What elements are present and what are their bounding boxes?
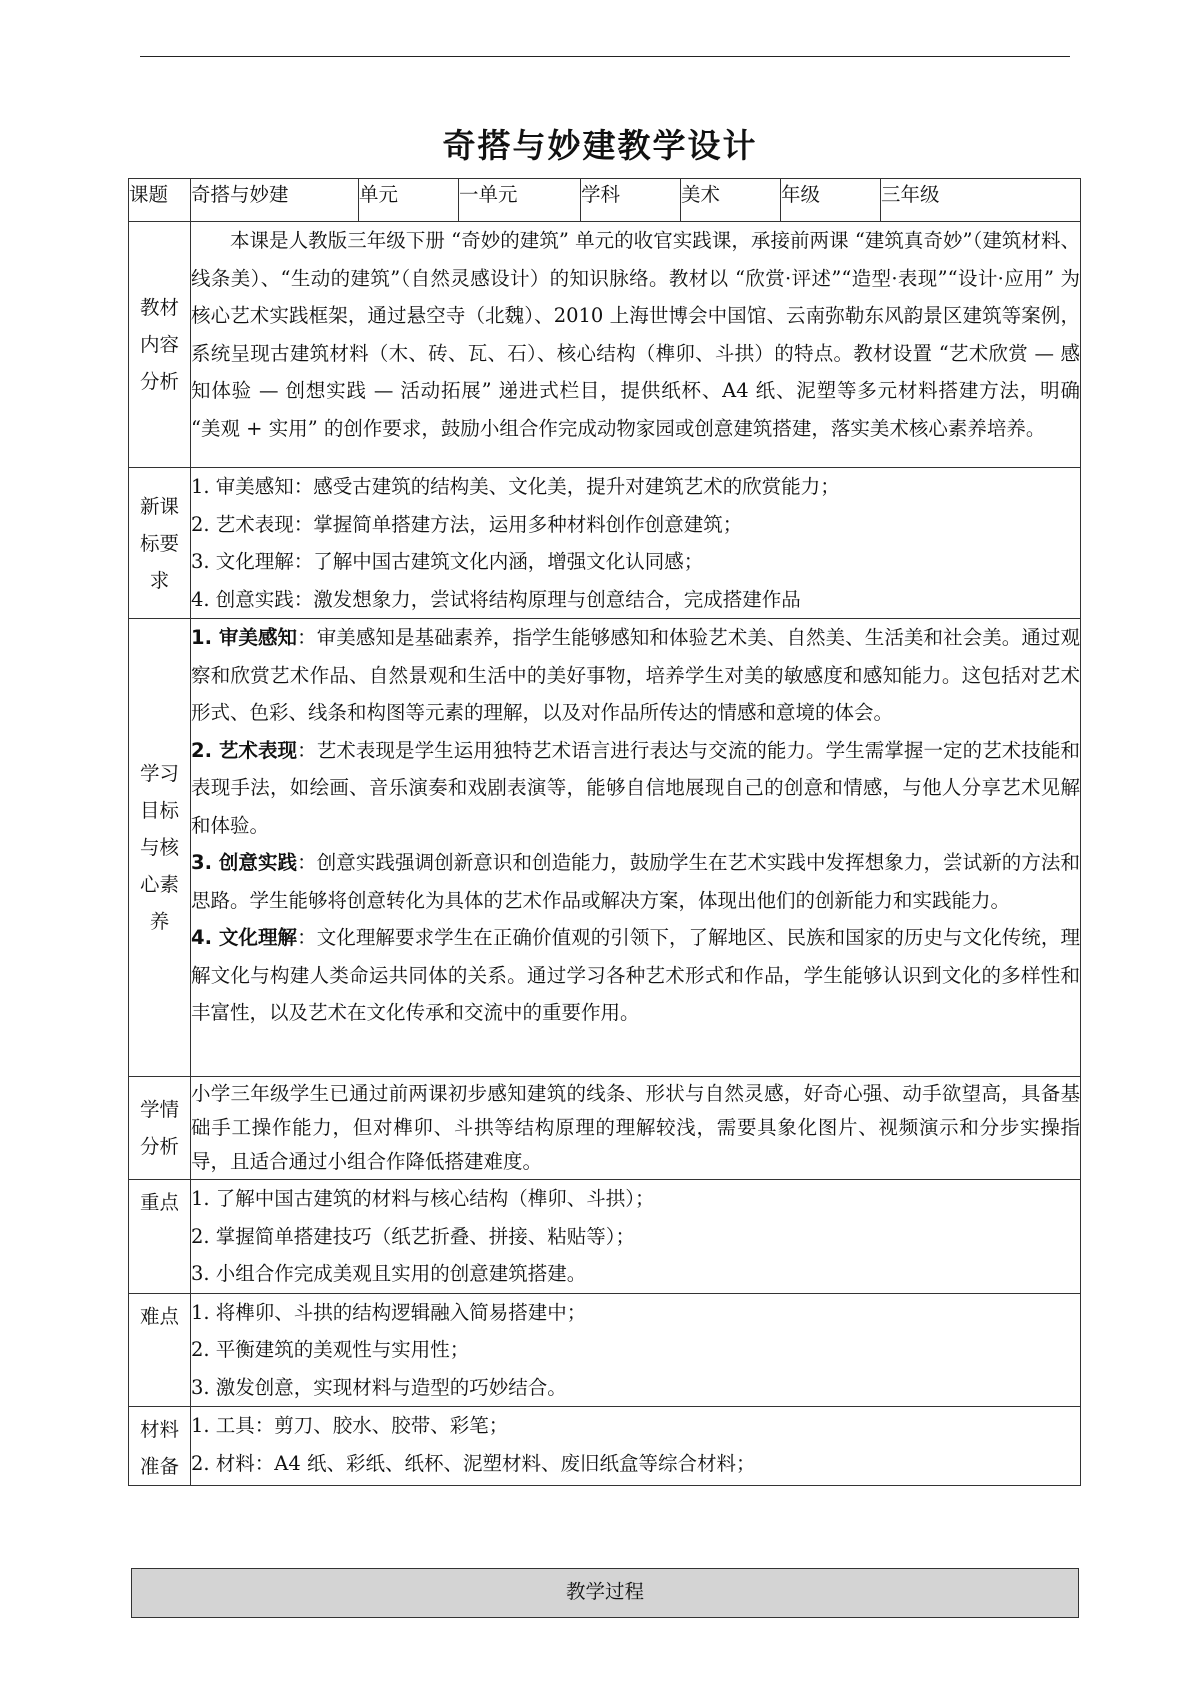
goal-item: [191, 844, 1080, 919]
goal-title: 3. 创意实践: [191, 851, 298, 874]
lesson-plan-table: [128, 178, 1081, 1486]
header-row: [129, 179, 1081, 222]
goal-sep: ：: [297, 851, 317, 874]
key-point-item: 1. 了解中国古建筑的材料与核心结构（榫卯、斗拱）；: [191, 1187, 655, 1210]
goal-sep: ：: [297, 926, 317, 949]
goals-content: [191, 619, 1081, 1077]
standards-item: 1. 审美感知：感受古建筑的结构美、文化美，提升对建筑艺术的欣赏能力；: [191, 475, 840, 498]
goal-sep: ：: [297, 738, 317, 762]
analysis-row: [129, 222, 1081, 468]
standards-label-text: 新课 标要 求: [139, 494, 179, 592]
goal-title: 2. 艺术表现: [191, 738, 298, 762]
material-item: 1. 工具：剪刀、胶水、胶带、彩笔；: [191, 1414, 509, 1437]
difficulty-item: 2. 平衡建筑的美观性与实用性；: [191, 1338, 470, 1361]
standards-content: [191, 468, 1081, 619]
standards-label: [129, 468, 191, 619]
goal-item: [191, 732, 1080, 845]
goal-item: [191, 919, 1080, 1032]
goal-text: 审美感知是基础素养，指学生能够感知和体验艺术美、自然美、生活美和社会美。通过观察和欣赏艺术作品、自然景观和生活中的美好事物，培养学生对美的敏感度和感知能力。这包括对艺术形式、色彩、线条和构图等元素的理解，以及对作品所传达的情感和意境的体会。: [191, 626, 1080, 724]
key-points-row: [129, 1180, 1081, 1294]
unit-label: 单元: [359, 179, 459, 222]
goals-label: [129, 619, 191, 1077]
analysis-content: [191, 222, 1081, 468]
grade-label: 年级: [781, 179, 881, 222]
goal-text: 文化理解要求学生在正确价值观的引领下，了解地区、民族和国家的历史与文化传统，理解文化与构建人类命运共同体的关系。通过学习各种艺术形式和作品，学生能够认识到文化的多样性和丰富性，以及艺术在文化传承和交流中的重要作用。: [191, 926, 1080, 1024]
analysis-label-text: 教材 内容 分析: [139, 296, 179, 393]
topic-value: 奇搭与妙建: [191, 179, 359, 222]
learners-label: [129, 1077, 191, 1180]
subject-label: 学科: [581, 179, 681, 222]
difficulty-item: 3. 激发创意，实现材料与造型的巧妙结合。: [191, 1375, 567, 1399]
goal-text: 艺术表现是学生运用独特艺术语言进行表达与交流的能力。学生需掌握一定的艺术技能和表现手法，如绘画、音乐演奏和戏剧表演等，能够自信地展现自己的创意和情感，与他人分享艺术见解和体验。: [191, 738, 1080, 837]
analysis-label: [129, 222, 191, 468]
goal-text: 创意实践强调创新意识和创造能力，鼓励学生在艺术实践中发挥想象力，尝试新的方法和思路。学生能够将创意转化为具体的艺术作品或解决方案，体现出他们的创新能力和实践能力。: [191, 851, 1080, 912]
goal-title: 4. 文化理解: [191, 926, 298, 949]
standards-item: 3. 文化理解：了解中国古建筑文化内涵，增强文化认同感；: [191, 550, 704, 573]
learners-content: [191, 1077, 1081, 1180]
key-point-item: 3. 小组合作完成美观且实用的创意建筑搭建。: [191, 1262, 587, 1285]
learners-label-text: 学情 分析: [139, 1098, 179, 1158]
grade-value: 三年级: [881, 179, 1081, 222]
materials-label: [129, 1407, 191, 1486]
unit-value: 一单元: [459, 179, 581, 222]
difficulty-item: 1. 将榫卯、斗拱的结构逻辑融入简易搭建中；: [191, 1300, 587, 1324]
goal-item: [191, 619, 1080, 732]
key-points-content: [191, 1180, 1081, 1294]
header-rule: [140, 56, 1070, 57]
materials-row: [129, 1407, 1081, 1486]
learners-text: 小学三年级学生已通过前两课初步感知建筑的线条、形状与自然灵感，好奇心强、动手欲望高，具备基础手工操作能力，但对榫卯、斗拱等结构原理的理解较浅，需要具象化图片、视频演示和分步实操指导，且适合通过小组合作降低搭建难度。: [191, 1082, 1080, 1173]
standards-item: 2. 艺术表现：掌握简单搭建方法，运用多种材料创作创意建筑；: [191, 512, 743, 536]
analysis-text: 本课是人教版三年级下册 “奇妙的建筑” 单元的收官实践课，承接前两课 “建筑真奇妙”（建筑材料、线条美）、“生动的建筑”（自然灵感设计）的知识脉络。教材以 “欣赏·评述”“造型·表现”“设计·应用” 为核心艺术实践框架，通过悬空寺（北魏）、2010 上海世博会中国馆、云南弥勒东风韵景区建筑等案例，系统呈现古建筑材料（木、砖、瓦、石）、核心结构（榫卯、斗拱）的特点。教材设置 “艺术欣赏 — 感知体验 — 创想实践 — 活动拓展” 递进式栏目，提供纸杯、A4 纸、泥塑等多元材料搭建方法，明确 “美观 + 实用” 的创作要求，鼓励小组合作完成动物家园或创意建筑搭建，落实美术核心素养培养。: [191, 229, 1080, 440]
goal-title: 1. 审美感知: [191, 626, 298, 649]
teaching-process-header: 教学过程: [131, 1568, 1079, 1618]
topic-label: 课题: [129, 179, 191, 222]
difficulties-label: 难点: [129, 1293, 191, 1407]
difficulties-row: [129, 1293, 1081, 1407]
standards-item: 4. 创意实践：激发想象力，尝试将结构原理与创意结合，完成搭建作品: [191, 587, 801, 611]
learners-row: [129, 1077, 1081, 1180]
subject-value: 美术: [681, 179, 781, 222]
key-points-label: 重点: [129, 1180, 191, 1294]
page-title: 奇搭与妙建教学设计: [442, 126, 758, 165]
goals-row: [129, 619, 1081, 1077]
goal-sep: ：: [297, 626, 317, 649]
materials-label-text: 材料 准备: [139, 1418, 179, 1478]
material-item: 2. 材料：A4 纸、彩纸、纸杯、泥塑材料、废旧纸盒等综合材料；: [191, 1451, 756, 1475]
key-point-item: 2. 掌握简单搭建技巧（纸艺折叠、拼接、粘贴等）；: [191, 1224, 636, 1248]
standards-row: [129, 468, 1081, 619]
difficulties-content: [191, 1293, 1081, 1407]
goals-label-text: 学习 目标 与核 心素 养: [139, 762, 179, 933]
materials-content: [191, 1407, 1081, 1486]
